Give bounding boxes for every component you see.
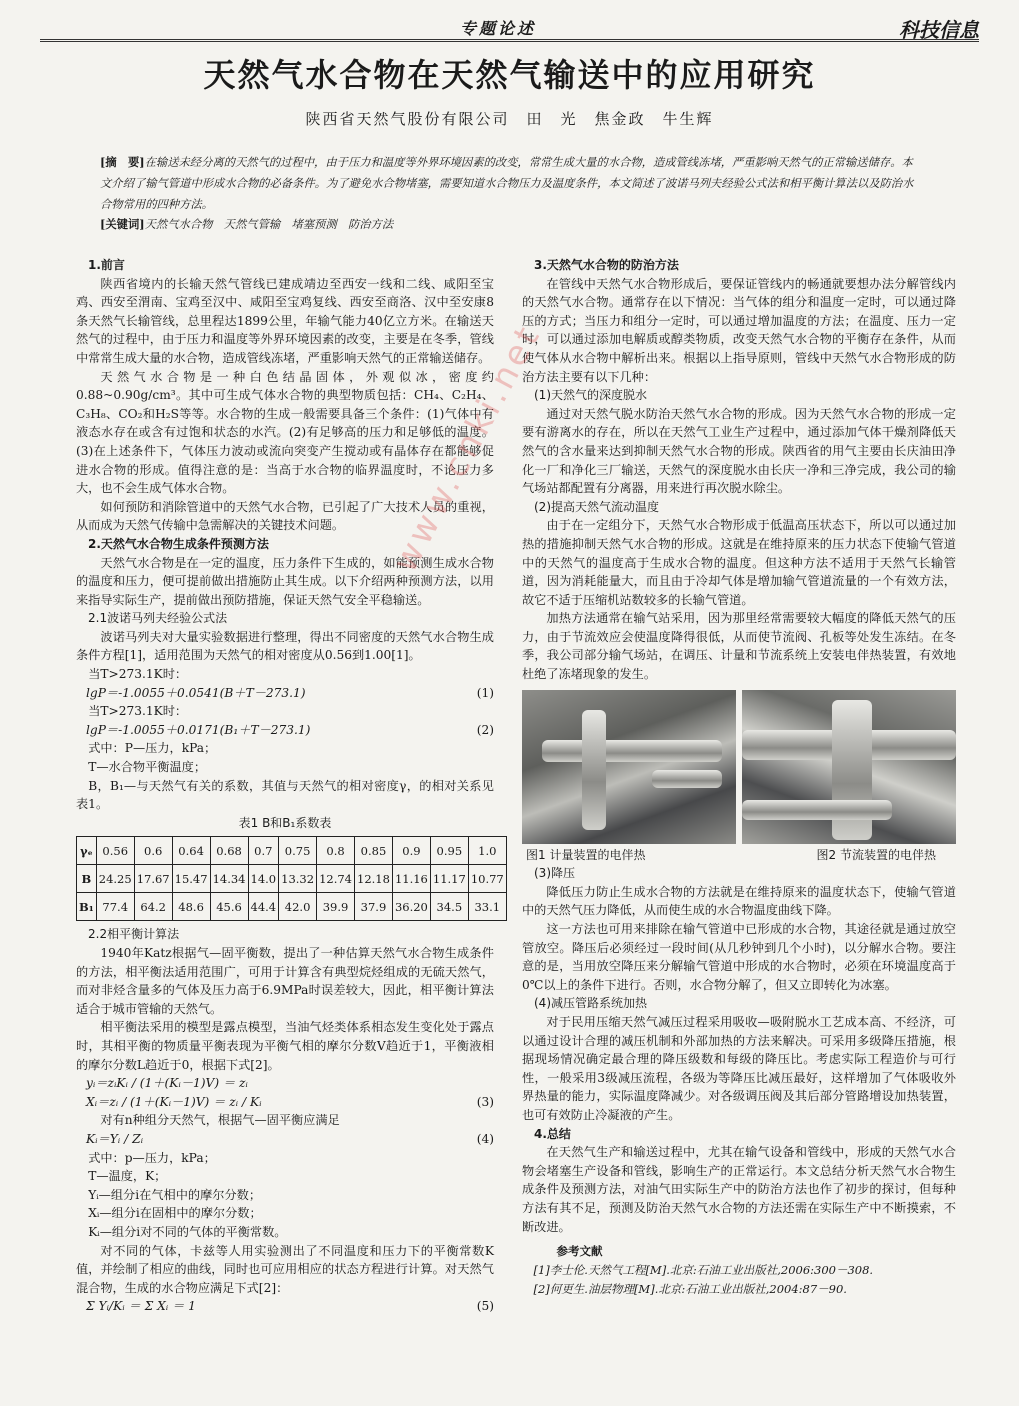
table-row — [77, 893, 507, 921]
table-cell: 0.8 — [317, 837, 355, 865]
definition: B，B₁—与天然气有关的系数，其值与天然气的相对密度γ，的相对关系见表1。 — [76, 778, 494, 812]
authors: 陕西省天然气股份有限公司 田 光 焦金政 牛生辉 — [305, 110, 714, 128]
equation-text: Xᵢ＝zᵢ / (1＋(Kᵢ－1)V) ＝ zᵢ / Kᵢ — [86, 1094, 262, 1109]
table-cell: 15.47 — [172, 865, 210, 893]
paragraph: 波诺马列夫对大量实验数据进行整理，得出不同密度的天然气水合物生成条件方程[1]，适用范围为天然气的相对密度从0.56到1.00[1]。 — [76, 629, 494, 663]
equation-1 — [76, 684, 494, 703]
subsection-heading: 2.2相平衡计算法 — [88, 927, 180, 942]
running-header — [40, 14, 979, 42]
equation-text: lgP＝-1.0055＋0.0541(B＋T－273.1) — [86, 685, 306, 700]
paper-title: 天然气水合物在天然气输送中的应用研究 — [203, 56, 816, 94]
table-cell: 0.95 — [430, 837, 468, 865]
equation-number: (3) — [476, 1094, 494, 1109]
subsection-heading: 2.1波诺马列夫经验公式法 — [88, 611, 228, 626]
table-cell: 42.0 — [279, 893, 317, 921]
equation-3b — [76, 1093, 494, 1112]
table-row — [77, 837, 507, 865]
references-heading: 参考文献 — [556, 1244, 603, 1259]
table-cell: 0.7 — [248, 837, 279, 865]
table-cell: 13.32 — [279, 865, 317, 893]
definition: Yᵢ—组分i在气相中的摩尔分数； — [88, 1187, 262, 1202]
table-cell: 0.6 — [134, 837, 172, 865]
table-cell: 14.0 — [248, 865, 279, 893]
figure-2-photo — [742, 690, 956, 844]
method-heading: (4)减压管路系统加热 — [534, 996, 647, 1011]
section-heading: 3.天然气水合物的防治方法 — [534, 258, 679, 272]
table-cell: 14.34 — [210, 865, 248, 893]
table-cell: 39.9 — [317, 893, 355, 921]
paragraph: 相平衡法采用的模型是露点模型，当油气烃类体系相态发生变化处于露点时，其相平衡的物质量平衡表现为平衡气相的摩尔分数V趋近于1，平衡液相的摩尔分数L趋近于0，根据下式[2]。 — [76, 1020, 494, 1072]
table-cell: 1.0 — [468, 837, 506, 865]
definition: Xᵢ—组分i在固相中的摩尔分数； — [88, 1206, 262, 1221]
coefficient-table — [76, 836, 507, 921]
table-row — [77, 865, 507, 893]
section-heading: 4.总结 — [534, 1126, 571, 1141]
table-cell: 11.17 — [430, 865, 468, 893]
figure-1-caption: 图1 计量装置的电伴热 — [526, 847, 646, 862]
table-cell: 0.85 — [355, 837, 393, 865]
table-cell: 12.74 — [317, 865, 355, 893]
equation-number: (4) — [476, 1131, 494, 1146]
method-heading: (3)降压 — [534, 866, 575, 881]
left-column — [76, 256, 504, 1316]
paragraph: 对有n种组分天然气，根据气—固平衡应满足 — [100, 1113, 340, 1128]
definition: 式中：P—压力，kPa； — [88, 741, 217, 756]
equation-number: (5) — [476, 1299, 494, 1314]
equation-5 — [76, 1297, 494, 1316]
table-cell: 17.67 — [134, 865, 172, 893]
right-column — [522, 256, 956, 1299]
equation-2 — [76, 721, 494, 740]
paragraph: 这一方法也可用来排除在输气管道中已形成的水合物，其途径就是通过放空管放空。降压后必须经过一段时间(从几秒钟到几个小时)，以分解水合物。要注意的是，当用放空降压来分解输气管道中形成的水合物时，必须在环境温度高于0℃以上的条件下进行。否则，水合物分解了，但又立即转化为冰塞。 — [522, 922, 956, 992]
equation-3a — [76, 1074, 494, 1093]
table-cell: 11.16 — [392, 865, 430, 893]
paragraph: 加热方法通常在输气站采用，因为那里经常需要较大幅度的降低天然气的压力，由于节流效应会使温度降得很低，从而使节流阀、孔板等处发生冻结。在冬季，我公司部分输气场站，在调压、计量和节流系统上安装电伴热装置，有效地杜绝了冻堵现象的发生。 — [522, 611, 956, 682]
equation-text: yᵢ＝zᵢKᵢ / (1＋(Kᵢ－1)V) ＝ zᵢ — [86, 1076, 248, 1091]
reference-item: [2]何更生.油层物理[M].北京:石油工业出版社,2004:87－90. — [533, 1282, 847, 1297]
table-cell: 12.18 — [355, 865, 393, 893]
table-cell: 77.4 — [96, 893, 134, 921]
figure-captions — [522, 846, 956, 865]
table-cell: 37.9 — [355, 893, 393, 921]
equation-number: (1) — [476, 685, 494, 700]
equation-text: lgP＝-1.0055＋0.0171(B₁＋T－273.1) — [86, 722, 311, 737]
equation-text: Kᵢ＝Yᵢ / Zᵢ — [86, 1131, 144, 1146]
paragraph: 对于民用压缩天然气减压过程采用吸收—吸附脱水工艺成本高、不经济，可以通过设计合理的减压机制和外部加热的方法来解决。可采用多级降压措施，根据现场情况确定最合理的降压级数和每级的降压比。考虑实际工程造价与可行性，一般采用3级减压流程，各级为等降压比减压最好，这样增加了气体吸收外界热量的能力，实际温度降减少。对各级调压阀及其后部分管路增设加热装置，也可有效防止冷凝液的产生。 — [522, 1015, 956, 1122]
abstract — [100, 152, 919, 215]
definition: T—水合物平衡温度； — [88, 760, 207, 775]
paragraph: 天然气水合物是一种白色结晶固体，外观似冰，密度约0.88~0.90g/cm³。其中可生成气体水合物的典型物质包括：CH₄、C₂H₄、C₃H₈、CO₂和H₂S等等。水合物的生成一般需要具备三个条件：(1)气体中有液态水存在或含有过饱和状态的水汽。(2)有足够高的压力和足够低的温度。(3)在上述条件下，气体压力波动或流向突变产生搅动或有晶体存在都能够促进水合物的形成。值得注意的是：当高于水合物的临界温度时，不论压力多大，也不会生成气体水合物。 — [76, 369, 494, 496]
figure-photos — [522, 690, 956, 844]
section-heading: 2.天然气水合物生成条件预测方法 — [88, 536, 269, 551]
keywords-label: [关键词] — [100, 217, 145, 231]
abstract-text: 在输送未经分离的天然气的过程中，由于压力和温度等外界环境因素的改变，常常生成大量的水合物，造成管线冻堵，严重影响天然气的正常输送储存。本文介绍了输气管道中形成水合物的必备条件。为了避免水合物堵塞，需要知道水合物压力及温度条件，本文简述了波诺马列夫经验公式法和相平衡计算法以及防治水合物常用的四种方法。 — [100, 156, 914, 211]
definition: Kᵢ—组分i对不同的气体的平衡常数。 — [88, 1224, 287, 1239]
abstract-label: [摘 要] — [100, 155, 145, 169]
paragraph: 在管线中天然气水合物形成后，要保证管线内的畅通就要想办法分解管线内的天然气水合物。通常存在以下情况：当气体的组分和温度一定时，可以通过降压的方式；当压力和组分一定时，可以通过增加温度的方法；在温度、压力一定时，可以通过添加电解质或醇类物质，改变天然气水合物的平衡存在条件，从而使气体从水合物中解析出来。根据以上指导原则，管线中天然气水合物形成的防治方法主要有以下几种： — [522, 276, 956, 384]
condition-text: 当T>273.1K时： — [88, 704, 188, 719]
table-cell: 33.1 — [468, 893, 506, 921]
table-cell: 45.6 — [210, 893, 248, 921]
paragraph: 对不同的气体，卡兹等人用实验测出了不同温度和压力下的平衡常数K值，并绘制了相应的曲线，同时也可应用相应的状态方程进行计算。对天然气混合物，生成的水合物应满足下式[2]： — [76, 1243, 494, 1295]
figure-2-caption: 图2 节流装置的电伴热 — [816, 847, 936, 862]
reference-item: [1]李士伦.天然气工程[M].北京:石油工业出版社,2006:300－308. — [533, 1263, 874, 1278]
table-cell: 0.68 — [210, 837, 248, 865]
definition: 式中：p—压力，kPa； — [88, 1150, 216, 1165]
table-cell: 48.6 — [172, 893, 210, 921]
table-cell: 34.5 — [430, 893, 468, 921]
table-cell: 10.77 — [468, 865, 506, 893]
journal-name: 科技信息 — [899, 18, 979, 42]
table-row-header: γₑ — [77, 837, 97, 865]
references — [522, 1242, 956, 1299]
paragraph: 如何预防和消除管道中的天然气水合物，已引起了广大技术人员的重视，从而成为天然气传输中急需解决的关键技术问题。 — [76, 499, 494, 533]
keywords-text: 天然气水合物 天然气管输 堵塞预测 防治方法 — [144, 218, 394, 231]
paragraph: 1940年Katz根据气—固平衡数，提出了一种估算天然气水合物生成条件的方法，相平衡法适用范围广，可用于计算含有典型烷烃组成的无硫天然气，而对非烃含量多的气体及压力高于6.9MPa时误差较大，因此，相平衡计算法适合于城市管输的天然气。 — [76, 946, 494, 1016]
method-heading: (2)提高天然气流动温度 — [534, 499, 659, 514]
table-cell: 0.56 — [96, 837, 134, 865]
paragraph: 天然气水合物是在一定的温度，压力条件下生成的，如能预测生成水合物的温度和压力，便可提前做出措施防止其生成。以下介绍两种预测方法，以用来指导实际生产，提前做出预防措施，保证天然气安全平稳输送。 — [76, 555, 494, 607]
paragraph: 陕西省境内的长输天然气管线已建成靖边至西安一线和二线、咸阳至宝鸡、西安至渭南、宝鸡至汉中、咸阳至宝鸡复线、西安至商洛、汉中至安康8条天然气长输管线，总里程达1899公里，年输气能力40亿立方米。在输送天然气的过程中，由于压力和温度等外界环境因素的改变，主要是在冬季，管线中常常生成大量的水合物，造成管线冻堵，严重影响天然气的正常输送储存。 — [76, 276, 494, 365]
table-row-header: B₁ — [77, 893, 97, 921]
table-cell: 64.2 — [134, 893, 172, 921]
table-cell: 44.4 — [248, 893, 279, 921]
section-label: 专题论述 — [460, 19, 537, 38]
definition: T—温度，K； — [88, 1169, 167, 1184]
method-heading: (1)天然气的深度脱水 — [534, 388, 647, 403]
condition-text: 当T>273.1K时： — [88, 667, 188, 682]
section-heading: 1.前言 — [88, 258, 125, 272]
table-cell: 0.64 — [172, 837, 210, 865]
table-cell: 24.25 — [96, 865, 134, 893]
table-row-header: B — [77, 865, 97, 893]
paragraph: 在天然气生产和输送过程中，尤其在输气设备和管线中，形成的天然气水合物会堵塞生产设备和管线，影响生产的正常运行。本文总结分析天然气水合物生成条件及预测方法，对油气田实际生产中的防治方法也作了初步的探讨，但每种方法有其不足，预测及防治天然气水合物的方法还需在实际生产中不断摸索，不断改进。 — [522, 1145, 956, 1234]
equation-text: Σ Yᵢ/Kᵢ ＝ Σ Xᵢ ＝ 1 — [86, 1299, 196, 1314]
watermark: www.cnki.net — [385, 317, 550, 579]
equation-4 — [76, 1130, 494, 1149]
paragraph: 降低压力防止生成水合物的方法就是在维持原来的温度状态下，使输气管道中的天然气压力降低，从而使生成的水合物温度曲线下降。 — [522, 884, 956, 918]
equation-number: (2) — [476, 722, 494, 737]
paragraph: 通过对天然气脱水防治天然气水合物的形成。因为天然气水合物的形成一定要有游离水的存在，所以在天然气工业生产过程中，通过添加气体干燥剂降低天然气的含水量来达到抑制天然气水合物的形成。陕西省的用气主要由长庆油田净化一厂和净化三厂输送，天然气的深度脱水由长庆一净和三净完成，我公司的输气场站都配置有分离器，用来进行再次脱水除尘。 — [522, 406, 956, 496]
table-caption: 表1 B和B₁系数表 — [238, 815, 332, 830]
keywords — [100, 214, 919, 235]
figure-1-photo — [522, 690, 736, 844]
table-cell: 0.9 — [392, 837, 430, 865]
table-cell: 36.20 — [392, 893, 430, 921]
paragraph: 由于在一定组分下，天然气水合物形成于低温高压状态下，所以可以通过加热的措施抑制天然气水合物的形成。这就是在维持原来的压力状态下使输气管道中的天然气的温度高于生成水合物的温度。但这种方法不适用于天然气长输管道，因为消耗能量大，而且由于冷却气体是增加输气管道流量的一个有效方法，故它不适于压缩机站数较多的长输气管道。 — [522, 518, 956, 607]
table-cell: 0.75 — [279, 837, 317, 865]
